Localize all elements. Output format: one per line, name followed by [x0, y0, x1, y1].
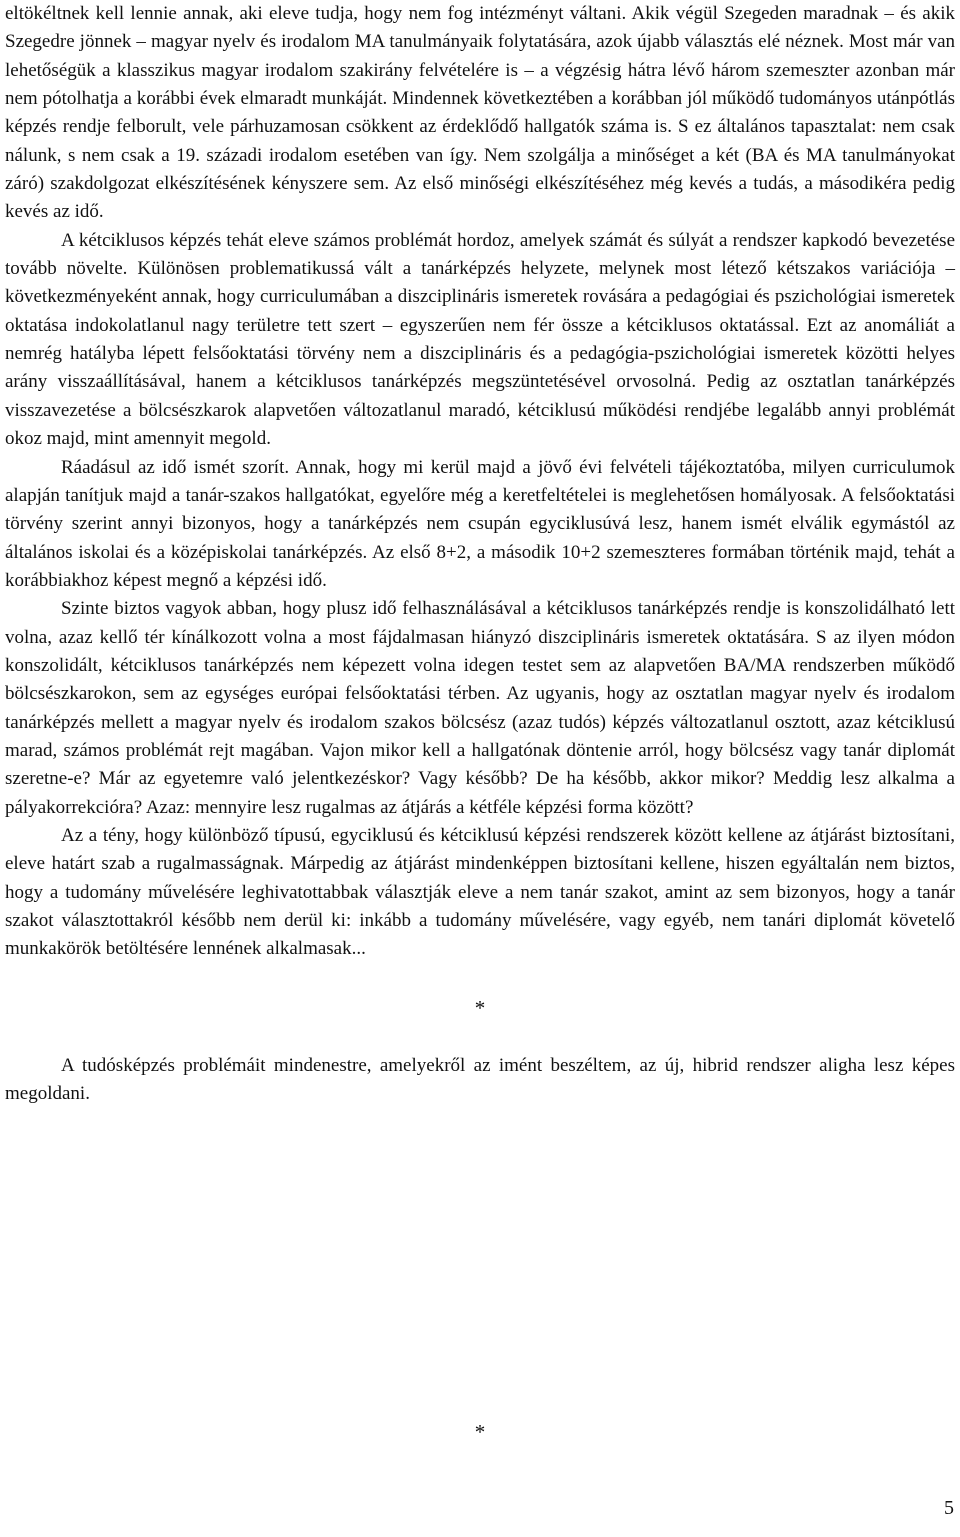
paragraph-2: A kétciklusos képzés tehát eleve számos problémát hordoz, amelyek számát és súlyát a rendszer kapkodó bevezetése tovább növelte. Különösen problematikussá vált a tanárképzés helyzete, melynek most létező kétszakos variációja – következményeként annak, hogy curriculumában a diszciplináris ismeretek rovására a pedagógiai és pszichológiai ismeretek oktatása indokolatlanul nagy területre tett szert – egyszerűen nem fér össze a kétciklusos oktatással. Ezt az anomáliát a nemrég hatályba lépett felsőoktatási törvény nem a diszciplináris és a pedagógia-pszichológiai ismeretek közötti helyes arány visszaállításával, hanem a kétciklusos tanárképzés megszüntetésével orvosolná. Pedig az osztatlan tanárképzés visszavezetése a bölcsészkarok alapvetően változatlanul maradó, kétciklusú működési rendjébe legalább annyi problémát okoz majd, mint amennyit megold. [5, 229, 955, 450]
paragraph-1: eltökéltnek kell lennie annak, aki eleve tudja, hogy nem fog intézményt váltani. Akik végül Szegeden maradnak – és akik Szegedre jönnek – magyar nyelv és irodalom MA tanulmányaik folytatására, azok újabb választás elé néznek. Most már van lehetőségük a klasszikus magyar irodalom szakirány felvételére is – a végzésig hátra lévő három szemeszter azonban már nem pótolhatja a korábbi évek elmaradt munkáját. Mindennek következtében a korábban jól működő tudományos utánpótlás képzés rendje felborult, vele párhuzamosan csökkent az érdeklődő hallgatók száma is. S ez általános tapasztalat: nem csak nálunk, s nem csak a 19. századi irodalom esetében van így. Nem szolgálja a minőséget a két (BA és MA tanulmányokat záró) szakdolgozat elkészítésének kényszere sem. Az első minőségi elkészítéséhez még kevés a tudás, a másodikéra pedig kevés az idő. [5, 3, 955, 223]
closing-paragraph: A tudósképzés problémáit mindenestre, amelyekről az imént beszéltem, az új, hibrid rendszer aligha lesz képes megoldani. [5, 1054, 955, 1105]
page-number: 5 [944, 1497, 954, 1519]
section-separator: * [474, 995, 486, 1020]
section-separator-end: * [474, 1420, 486, 1444]
paragraph-3: Ráadásul az idő ismét szorít. Annak, hogy mi kerül majd a jövő évi felvételi tájékoztatóba, milyen curriculumok alapján tanítjuk majd a tanár-szakos hallgatókat, egyelőre még a keretfeltételei is meglehetősen homályosak. A felsőoktatási törvény szerint annyi bizonyos, hogy a tanárképzés nem csupán egyciklusúvá lesz, hanem ismét elválik egymástól az általános iskolai és a középiskolai tanárképzés. Az első 8+2, a második 10+2 szemeszteres formában történik majd, tehát a korábbiakhoz képest megnő a képzési idő. [5, 456, 955, 591]
document-page [5, 0, 955, 1444]
paragraph-4: Szinte biztos vagyok abban, hogy plusz idő felhasználásával a kétciklusos tanárképzés rendje is konszolidálható lett volna, azaz kellő tér kínálkozott volna a most fájdalmasan hiányzó diszciplináris ismeretek oktatására. S az ilyen módon konszolidált, kétciklusos tanárképzés nem képezett volna idegen testet sem az alapvetően BA/MA rendszerben működő bölcsészkarokon, sem az egységes európai felsőoktatási térben. Az ugyanis, hogy az osztatlan magyar nyelv és irodalom tanárképzés mellett a magyar nyelv és irodalom szakos bölcsész (azaz tudós) képzés változatlanul osztott, azaz kétciklusú marad, számos problémát rejt magában. Vajon mikor kell a hallgatónak döntenie arról, hogy bölcsész vagy tanár diplomát szeretne-e? Már az egyetemre való jelentkezéskor? Vagy később? De ha később, akkor mikor? Meddig lesz alkalma a pályakorrekcióra? Azaz: mennyire lesz rugalmas az átjárás a kétféle képzési forma között? [5, 598, 955, 818]
paragraph-5: Az a tény, hogy különböző típusú, egyciklusú és kétciklusú képzési rendszerek között kellene az átjárást biztosítani, eleve határt szab a rugalmasságnak. Márpedig az átjárást mindenképpen biztosítani kellene, hiszen egyáltalán nem biztos, hogy a tudomány művelésére leghivatottabbak választják eleve a nem tanár szakot, amint az sem bizonyos, hogy a tanár szakot választottakról később nem derül ki: inkább a tudomány művelésére, vagy egyéb, nem tanári diplomát követelő munkakörök betöltésére lennének alkalmasak... [5, 824, 955, 960]
